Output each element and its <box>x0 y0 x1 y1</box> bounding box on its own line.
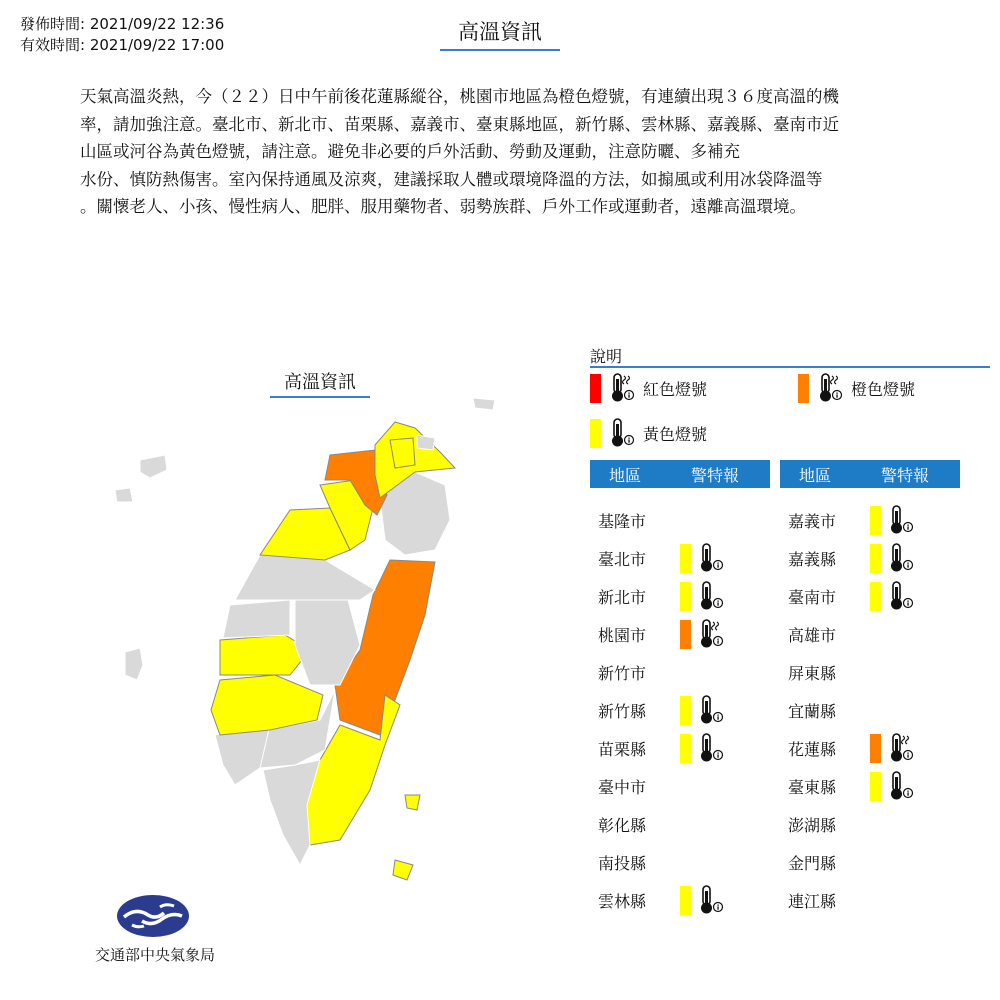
thermometer-yellow-icon <box>609 418 635 448</box>
region-name: 宜蘭縣 <box>788 701 837 721</box>
region-name: 苗栗縣 <box>598 739 647 759</box>
table-header-right <box>780 460 960 488</box>
legend-swatch <box>590 374 601 403</box>
thermometer-icon <box>888 733 914 763</box>
agency-name: 交通部中央氣象局 <box>94 946 215 964</box>
issue-time: 發佈時間: 2021/09/22 12:36 <box>20 15 225 33</box>
header-region: 地區 <box>798 465 831 485</box>
table-row <box>780 581 960 611</box>
region-name: 花蓮縣 <box>788 739 837 759</box>
table-header-left <box>590 460 770 488</box>
region-name: 新竹縣 <box>598 701 647 721</box>
region-name: 連江縣 <box>788 891 837 911</box>
taipei-city-region <box>390 438 415 468</box>
region-name: 南投縣 <box>598 853 647 873</box>
description-line: 山區或河谷為黃色燈號，請注意。避免非必要的戶外活動、勞動及運動，注意防曬、多補充 <box>80 142 740 161</box>
taichung-city-region <box>235 555 375 600</box>
valid-time: 有效時間: 2021/09/22 17:00 <box>20 36 225 54</box>
table-row <box>780 619 960 649</box>
region-name: 桃園市 <box>598 625 647 645</box>
region-name: 嘉義市 <box>788 511 837 531</box>
table-row <box>780 505 960 535</box>
description-line: 率，請加強注意。臺北市、新北市、苗栗縣、嘉義市、臺東縣地區，新竹縣、雲林縣、嘉義縣、臺南市近 <box>80 114 839 134</box>
thermometer-icon <box>698 733 724 763</box>
region-name: 新北市 <box>598 587 647 607</box>
table-row <box>780 771 960 801</box>
warning-level-bar <box>680 696 691 725</box>
header-region: 地區 <box>608 465 641 485</box>
table-row <box>590 771 770 801</box>
table-row <box>590 809 770 839</box>
region-name: 金門縣 <box>788 853 837 873</box>
warning-level-bar <box>870 734 881 763</box>
region-name: 基隆市 <box>598 511 647 531</box>
region-name: 高雄市 <box>788 625 837 645</box>
table-row <box>590 733 770 763</box>
table-row <box>780 809 960 839</box>
table-row <box>780 657 960 687</box>
table-row <box>590 885 770 915</box>
region-name: 屏東縣 <box>788 663 837 683</box>
warning-level-bar <box>680 582 691 611</box>
description-line: 天氣高溫炎熱，今（２２）日中午前後花蓮縣縱谷，桃園市地區為橙色燈號，有連續出現３６度高溫的機 <box>80 87 839 106</box>
table-row <box>590 695 770 725</box>
description-line: 。關懷老人、小孩、慢性病人、肥胖、服用藥物者、弱勢族群、戶外工作或運動者，遠離高溫環境。 <box>80 197 806 216</box>
page-title: 高溫資訊 <box>440 16 560 51</box>
small-island-region <box>115 488 133 502</box>
table-row <box>590 543 770 573</box>
header-warning: 警特報 <box>880 465 929 485</box>
orchid-island-region <box>393 860 413 880</box>
warning-level-bar <box>680 734 691 763</box>
region-name: 雲林縣 <box>598 891 647 911</box>
thermometer-icon <box>698 619 724 649</box>
table-row <box>780 695 960 725</box>
thermometer-icon <box>888 505 914 535</box>
legend-swatch <box>798 374 809 403</box>
table-row <box>780 733 960 763</box>
legend-item <box>590 418 707 448</box>
thermometer-icon <box>698 543 724 573</box>
legend-item <box>798 373 915 403</box>
warning-level-bar <box>870 544 881 573</box>
table-row <box>780 885 960 915</box>
region-name: 澎湖縣 <box>788 815 837 835</box>
thermometer-icon <box>888 543 914 573</box>
legend-item <box>590 373 707 403</box>
warning-level-bar <box>870 506 881 535</box>
table-row <box>590 657 770 687</box>
legend-title: 說明 <box>590 347 623 366</box>
region-name: 彰化縣 <box>598 815 647 835</box>
map-title: 高溫資訊 <box>270 368 370 398</box>
header-warning: 警特報 <box>690 465 739 485</box>
thermometer-red-icon <box>609 373 635 403</box>
penghu-islands-region <box>125 648 143 680</box>
warning-level-bar <box>680 886 691 915</box>
region-name: 嘉義縣 <box>788 549 837 569</box>
region-name: 臺中市 <box>598 777 647 797</box>
table-row <box>590 619 770 649</box>
cwb-logo-icon <box>116 894 190 938</box>
table-row <box>780 543 960 573</box>
region-name: 臺北市 <box>598 549 647 569</box>
time-info <box>20 14 224 56</box>
thermometer-icon <box>888 771 914 801</box>
legend-divider <box>590 366 990 368</box>
description-line: 水份、慎防熱傷害。室內保持通風及涼爽，建議採取人體或環境降溫的方法，如搧風或利用冰袋降溫等 <box>80 169 823 189</box>
thermometer-icon <box>698 695 724 725</box>
table-row <box>590 505 770 535</box>
region-name: 臺東縣 <box>788 777 837 797</box>
region-name: 新竹市 <box>598 663 647 683</box>
region-name: 臺南市 <box>788 587 837 607</box>
thermometer-icon <box>888 581 914 611</box>
warning-level-bar <box>680 620 691 649</box>
keelung-city-region <box>417 435 435 450</box>
taiwan-heat-map <box>95 390 515 900</box>
table-row <box>590 847 770 877</box>
table-row <box>780 847 960 877</box>
legend-label: 黃色燈號 <box>643 424 708 444</box>
green-island-region <box>405 795 420 810</box>
changhua-county-region <box>223 600 290 638</box>
warning-description <box>80 83 920 221</box>
warning-level-bar <box>870 582 881 611</box>
matsu-islands-region <box>473 398 495 410</box>
kinmen-islands-region <box>140 455 167 478</box>
legend-label: 紅色燈號 <box>643 379 708 399</box>
warning-level-bar <box>680 544 691 573</box>
table-row <box>590 581 770 611</box>
thermometer-icon <box>698 885 724 915</box>
thermometer-icon <box>698 581 724 611</box>
thermometer-orange-icon <box>817 373 843 403</box>
warning-level-bar <box>870 772 881 801</box>
legend-label: 橙色燈號 <box>851 379 916 399</box>
legend-swatch <box>590 419 601 448</box>
